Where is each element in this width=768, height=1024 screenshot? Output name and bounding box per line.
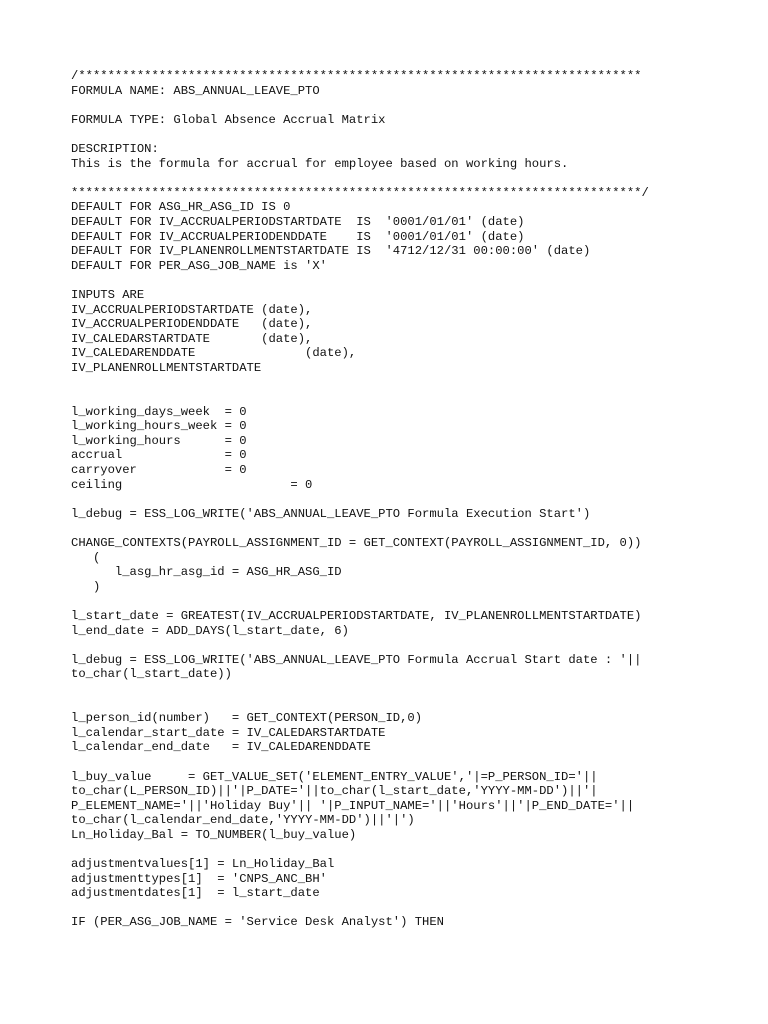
code-line: IF (PER_ASG_JOB_NAME = 'Service Desk Analyst') THEN <box>71 915 444 930</box>
code-line <box>71 697 761 712</box>
code-line: adjustmenttypes[1] = 'CNPS_ANC_BH' <box>71 871 327 886</box>
code-line: l_working_hours = 0 <box>71 433 247 448</box>
code-line: DESCRIPTION: <box>71 141 159 156</box>
code-line: IV_ACCRUALPERIODSTARTDATE (date), <box>71 302 313 317</box>
code-line: l_calendar_end_date = IV_CALEDARENDDATE <box>71 740 371 755</box>
code-line: carryover = 0 <box>71 463 247 478</box>
code-line: P_ELEMENT_NAME='||'Holiday Buy'|| '|P_INPUT_NAME='||'Hours'||'|P_END_DATE='|| <box>71 798 635 813</box>
code-line <box>71 638 761 653</box>
code-line <box>71 755 761 770</box>
code-line: l_asg_hr_asg_id = ASG_HR_ASG_ID <box>71 565 342 580</box>
code-line <box>71 682 761 697</box>
code-line <box>71 390 761 405</box>
document-page <box>71 69 761 930</box>
code-line: This is the formula for accrual for employee based on working hours. <box>71 156 569 171</box>
code-line: l_start_date = GREATEST(IV_ACCRUALPERIODSTARTDATE, IV_PLANENROLLMENTSTARTDATE) <box>71 608 642 623</box>
code-line: adjustmentvalues[1] = Ln_Holiday_Bal <box>71 857 335 872</box>
code-line: l_debug = ESS_LOG_WRITE('ABS_ANNUAL_LEAVE_PTO Formula Execution Start') <box>71 506 591 521</box>
code-line: IV_PLANENROLLMENTSTARTDATE <box>71 360 262 375</box>
code-line: Ln_Holiday_Bal = TO_NUMBER(l_buy_value) <box>71 827 357 842</box>
code-line: l_buy_value = GET_VALUE_SET('ELEMENT_ENTRY_VALUE','|=P_PERSON_ID='|| <box>71 769 598 784</box>
code-line: ******************************************************************************/ <box>71 185 649 200</box>
code-line: DEFAULT FOR ASG_HR_ASG_ID IS 0 <box>71 200 291 215</box>
code-line: FORMULA TYPE: Global Absence Accrual Matrix <box>71 112 386 127</box>
code-line <box>71 492 761 507</box>
code-line: DEFAULT FOR PER_ASG_JOB_NAME is 'X' <box>71 258 327 273</box>
formula-code-block <box>71 69 761 930</box>
code-line: INPUTS ARE <box>71 287 145 302</box>
code-line: to_char(l_calendar_end_date,'YYYY-MM-DD')||'|') <box>71 813 415 828</box>
code-line <box>71 375 761 390</box>
code-line: l_working_hours_week = 0 <box>71 419 247 434</box>
code-line: to_char(l_start_date)) <box>71 667 232 682</box>
code-line: FORMULA NAME: ABS_ANNUAL_LEAVE_PTO <box>71 83 320 98</box>
code-line <box>71 521 761 536</box>
code-line: DEFAULT FOR IV_ACCRUALPERIODSTARTDATE IS '0001/01/01' (date) <box>71 214 525 229</box>
code-line: IV_CALEDARENDDATE (date), <box>71 346 357 361</box>
code-line: accrual = 0 <box>71 448 247 463</box>
code-line: ) <box>71 579 101 594</box>
code-line <box>71 171 761 186</box>
code-line: adjustmentdates[1] = l_start_date <box>71 886 320 901</box>
code-line <box>71 842 761 857</box>
code-line: l_end_date = ADD_DAYS(l_start_date, 6) <box>71 623 349 638</box>
code-line: l_calendar_start_date = IV_CALEDARSTARTDATE <box>71 725 386 740</box>
code-line <box>71 594 761 609</box>
code-line <box>71 98 761 113</box>
code-line: /***************************************************************************** <box>71 69 642 83</box>
code-line: DEFAULT FOR IV_PLANENROLLMENTSTARTDATE IS '4712/12/31 00:00:00' (date) <box>71 244 591 259</box>
code-line <box>71 901 761 916</box>
code-line: l_person_id(number) = GET_CONTEXT(PERSON_ID,0) <box>71 711 423 726</box>
code-line: DEFAULT FOR IV_ACCRUALPERIODENDDATE IS '0001/01/01' (date) <box>71 229 525 244</box>
code-line: IV_CALEDARSTARTDATE (date), <box>71 331 313 346</box>
code-line: l_working_days_week = 0 <box>71 404 247 419</box>
code-line: to_char(L_PERSON_ID)||'|P_DATE='||to_char(l_start_date,'YYYY-MM-DD')||'| <box>71 784 598 799</box>
code-line <box>71 273 761 288</box>
code-line: ceiling = 0 <box>71 477 313 492</box>
code-line: ( <box>71 550 101 565</box>
code-line <box>71 127 761 142</box>
code-line: l_debug = ESS_LOG_WRITE('ABS_ANNUAL_LEAVE_PTO Formula Accrual Start date : '|| <box>71 652 642 667</box>
code-line: IV_ACCRUALPERIODENDDATE (date), <box>71 317 313 332</box>
code-line: CHANGE_CONTEXTS(PAYROLL_ASSIGNMENT_ID = GET_CONTEXT(PAYROLL_ASSIGNMENT_ID, 0)) <box>71 536 642 550</box>
